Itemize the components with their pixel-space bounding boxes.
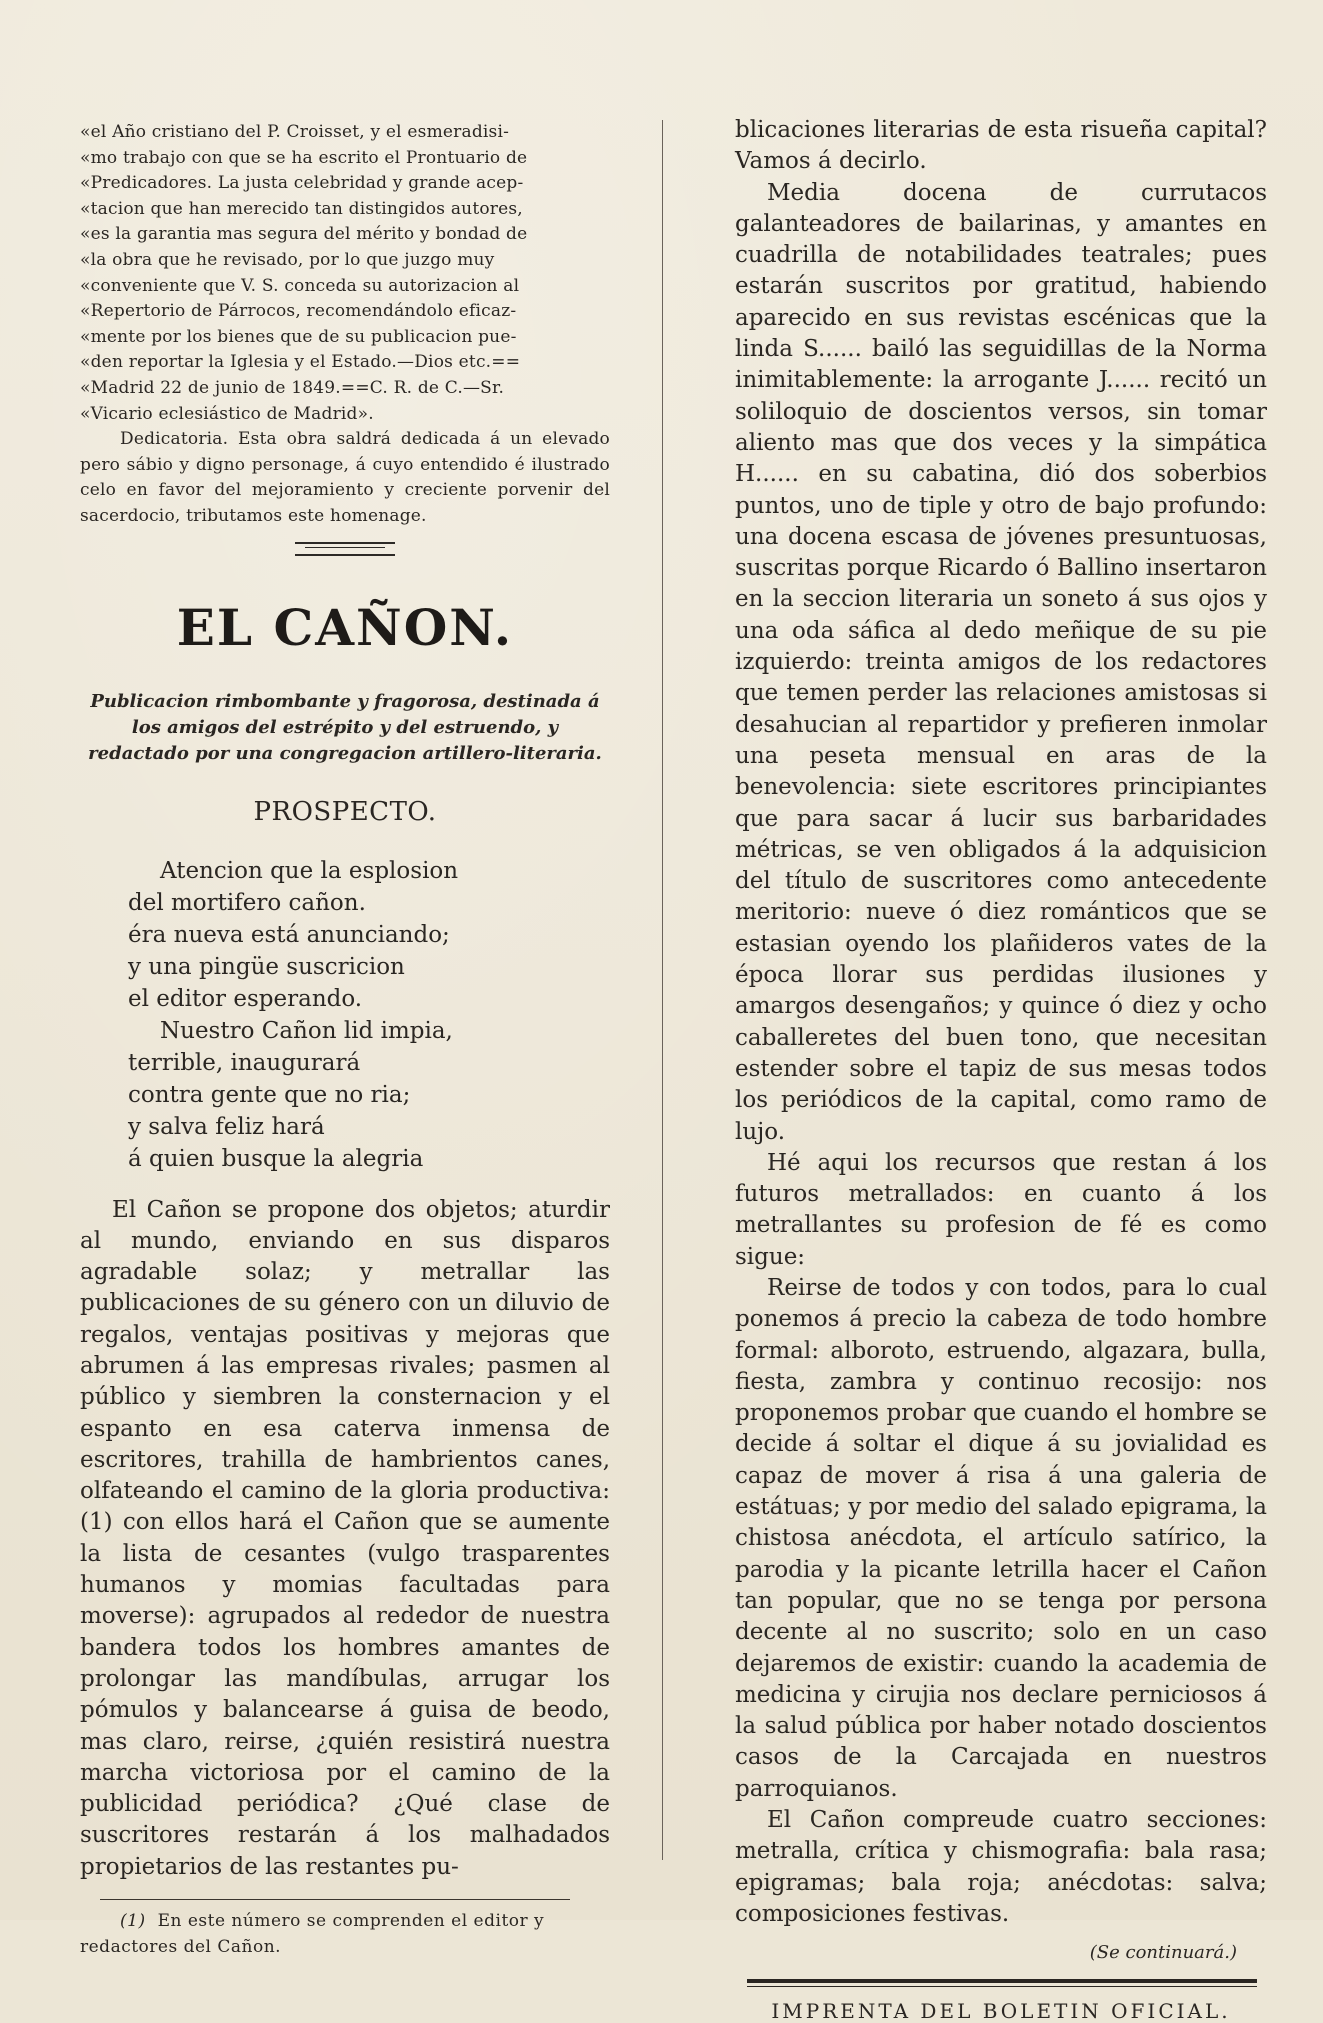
verse-line: del mortifero cañon. [128,889,366,916]
right-column [735,115,1267,2023]
body-paragraph: El Cañon compreude cuatro secciones: metralla, crítica y chismografia: bala rasa; epigramas; bala roja; anécdotas: salva; composiciones festivas. [735,1807,1267,1927]
intro-line: «tacion que han merecido tan distingidos autores, [80,198,523,219]
intro-line: «mo trabajo con que se ha escrito el Prontuario de [80,147,528,168]
left-column [80,120,610,1960]
intro-line: «den reportar la Iglesia y el Estado.—Dios etc.== [80,352,521,373]
verse-line: y salva feliz hará [128,1113,325,1140]
ornament-divider [295,542,395,556]
column-divider [662,120,663,1860]
verse-line: éra nueva está anunciando; [128,921,450,948]
body-paragraph: Hé aqui los recursos que restan á los futuros metrallados: en cuanto á los metrallantes su profesion de fé es como sigue: [735,1149,1267,1270]
prospectus-body [80,1195,610,1884]
footnote-rule [100,1899,570,1900]
verse-block [128,855,610,1175]
verse-line: Atencion que la esplosion [160,857,459,884]
intro-line: «conveniente que V. S. conceda su autorizacion al [80,275,520,296]
intro-line: «es la garantia mas segura del mérito y bondad de [80,224,528,245]
intro-line: «Predicadores. La justa celebridad y grande acep- [80,173,524,194]
section-heading: PROSPECTO. [253,796,437,827]
body-paragraph: Media docena de currutacos galanteadores de bailarinas, y amantes en cuadrilla de notabilidades teatrales; pues estarán suscritos por gratitud, habiendo aparecido en sus revistas escénicas que la linda S...... bailó las seguidillas de la Norma inimitablemente: la arrogante J...... recitó un soliloquio de doscientos versos, sin tomar aliento mas que dos veces y la simpática H...... en su cabatina, dió dos soberbios puntos, uno de tiple y otro de bajo profundo: una docena escasa de jóvenes presuntuosas, suscritas porque Ricardo ó Ballino insertaron en la seccion literaria un soneto á sus ojos y una oda sáfica al dedo meñique de su pie izquierdo: treinta amigos de los redactores que temen perder las relaciones amistosas si desahucian al repartidor y prefieren inmolar una peseta mensual en aras de la benevolencia: siete escritores principiantes que para sacar á lucir sus barbaridades métricas, se ven obligados á la adquisicion del título de suscritores como antecedente meritorio: nueve ó diez románticos que se estasian oyendo los plañideros vates de la época llorar sus perdidas ilusiones y amargos desengaños; y quince ó diez y ocho caballeretes del buen tono, que necesitan estender sobre el tapiz de sus mesas todos los periódicos de la capital, como ramo de lujo. [735,179,1267,1145]
footnote-text: En este número se comprenden el editor y redactores del Cañon. [80,1911,545,1958]
footnote-mark: (1) [120,1911,146,1932]
imprint-rule [747,1979,1257,1983]
masthead-subtitle: Publicacion rimbombante y fragorosa, destinada á los amigos del estrépito y del estruendo, y redactado por una congregacion artillero-literaria. [88,690,602,764]
approval-text [80,120,610,530]
verse-line: Nuestro Cañon lid impia, [160,1017,453,1044]
intro-line: «la obra que he revisado, por lo que juzgo muy [80,249,495,270]
verse-line: á quien busque la alegria [128,1145,424,1172]
verse-line: contra gente que no ria; [128,1081,411,1108]
masthead-title: EL CAÑON. [176,597,514,657]
verse-line: terrible, inaugurará [128,1049,361,1076]
printer-imprint: IMPRENTA DEL BOLETIN OFICIAL. [771,1999,1231,2023]
intro-line: «Madrid 22 de junio de 1849.==C. R. de C.—Sr. [80,377,505,398]
intro-line: «Vicario eclesiástico de Madrid». [80,403,374,424]
footnote [80,1908,610,1960]
continued-note: (Se continuará.) [1089,1942,1237,1964]
imprint-rule-thin [747,1986,1257,1987]
intro-line: «Repertorio de Párrocos, recomendándolo eficaz- [80,301,517,322]
body-paragraph: El Cañon se propone dos objetos; aturdir al mundo, enviando en sus disparos agradable solaz; y metrallar las publicaciones de su género con un diluvio de regalos, ventajas positivas y mejoras que abrumen á las empresas rivales; pasmen al público y siembren la consternacion y el espanto en esa caterva inmensa de escritores, trahilla de hambrientos canes, olfateando el camino de la gloria productiva: (1) con ellos hará el Cañon que se aumente la lista de cesantes (vulgo trasparentes humanos y momias facultadas para moverse): agrupados al rededor de nuestra bandera todos los hombres amantes de prolongar las mandíbulas, arrugar los pómulos y balancearse á guisa de beodo, mas claro, reirse, ¿quién resistirá nuestra marcha victoriosa por el camino de la publicidad periódica? ¿Qué clase de suscritores restarán á los malhadados propietarios de las restantes pu- [80,1196,610,1880]
intro-line: «el Año cristiano del P. Croisset, y el esmeradisi- [80,122,510,142]
intro-line: «mente por los bienes que de su publicacion pue- [80,326,517,347]
verse-line: el editor esperando. [128,985,363,1012]
body-paragraph: Reirse de todos y con todos, para lo cual ponemos á precio la cabeza de todo hombre formal: alboroto, estruendo, algazara, bulla, fiesta, zambra y continuo recosijo: nos proponemos probar que cuando el hombre se decide á soltar el dique á su jovialidad es capaz de mover á risa á una galeria de estátuas; y por medio del salado epigrama, la chistosa anécdota, el artículo satírico, la parodia y la picante letrilla hacer el Cañon tan popular, que no se tenga por persona decente al no suscrito; solo en un caso dejaremos de existir: cuando la academia de medicina y cirujia nos declare perniciosos á la salud pública por haber notado doscientos casos de la Carcajada en nuestros parroquianos. [735,1274,1267,1802]
right-body [735,115,1267,1930]
body-paragraph: blicaciones literarias de esta risueña capital? Vamos á decirlo. [735,117,1267,175]
verse-line: y una pingüe suscricion [128,953,405,980]
dedication: Dedicatoria. Esta obra saldrá dedicada á un elevado pero sábio y digno personage, á cuyo entendido é ilustrado celo en favor del mejoramiento y creciente porvenir del sacerdocio, tributamos este homenage. [80,429,610,526]
